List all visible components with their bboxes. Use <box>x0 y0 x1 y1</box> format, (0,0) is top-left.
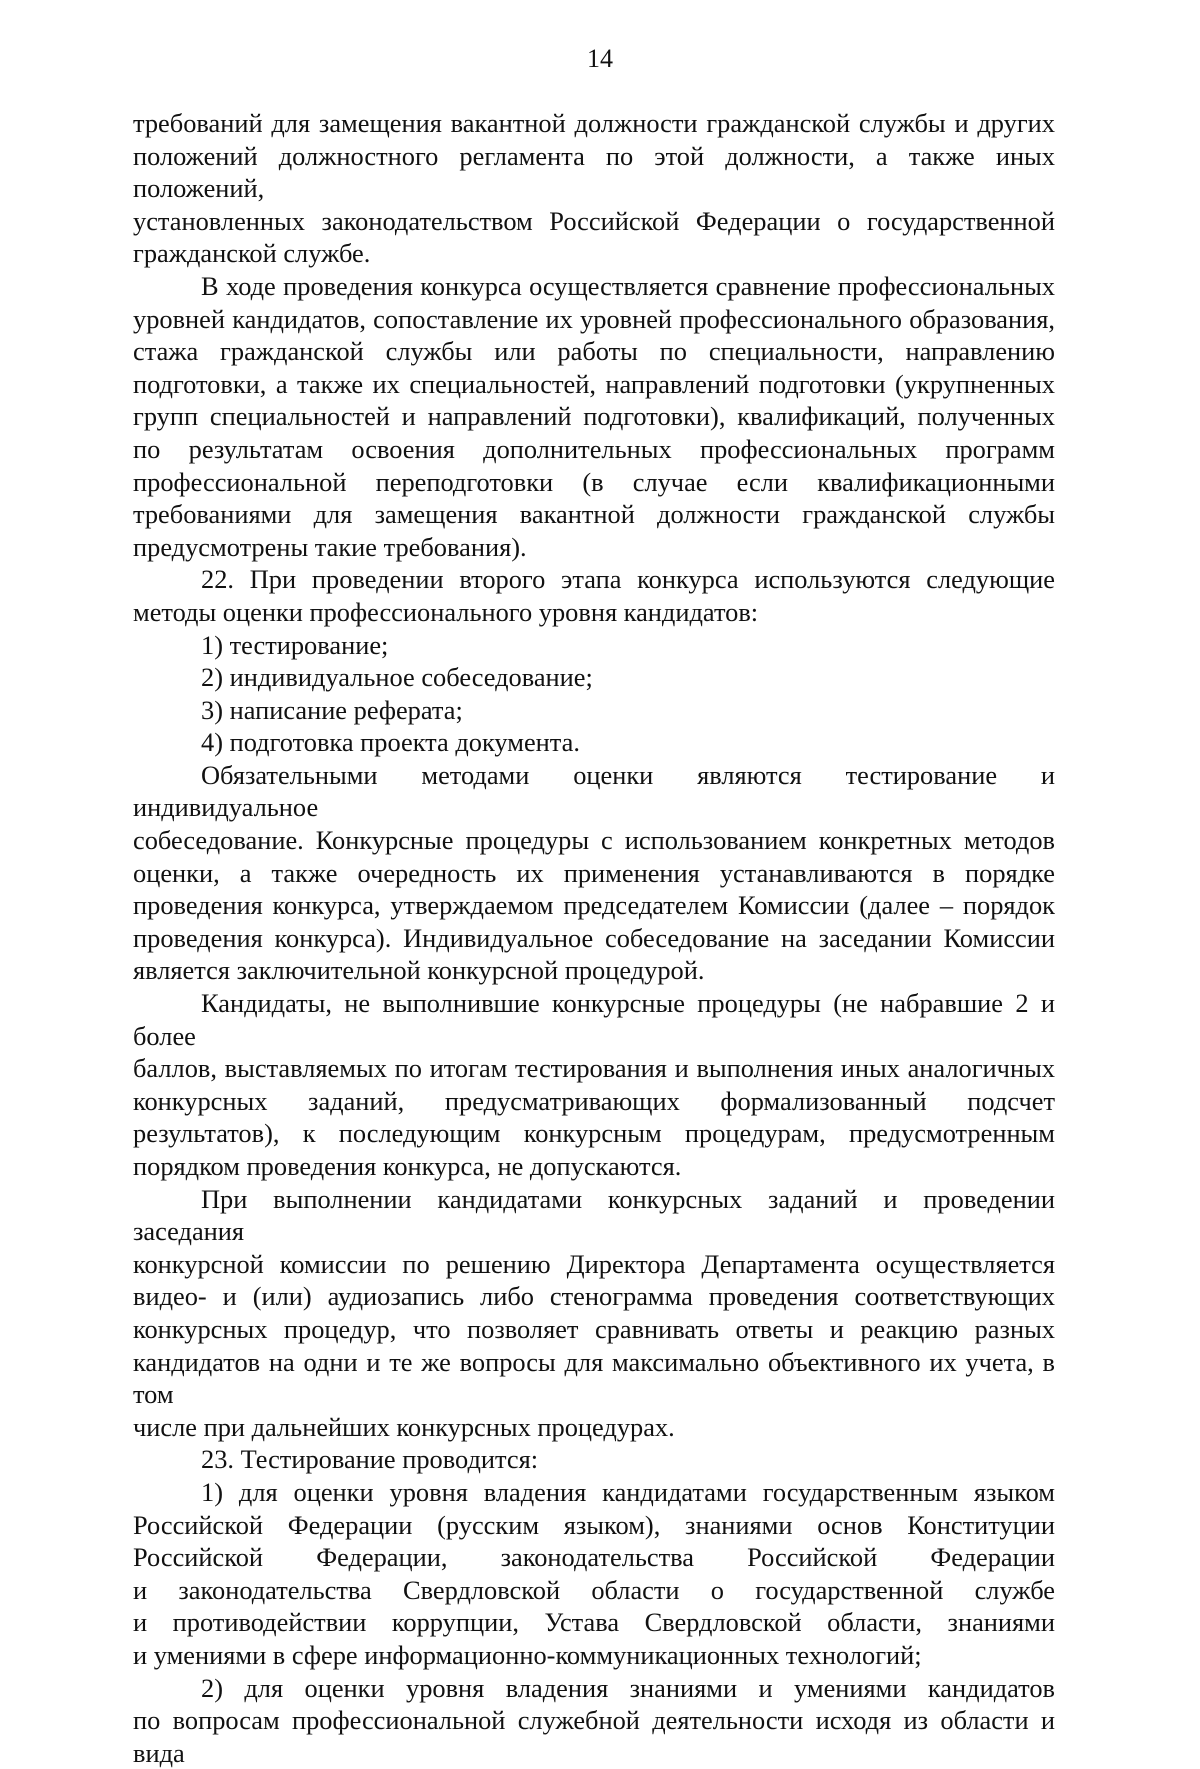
text-line: и умениями в сфере информационно-коммуникационных технологий; <box>133 1639 1055 1672</box>
text-line: и противодействии коррупции, Устава Свердловской области, знаниями <box>133 1606 1055 1639</box>
text-line: конкурсной комиссии по решению Директора Департамента осуществляется <box>133 1248 1055 1281</box>
text-line: положений должностного регламента по этой должности, а также иных положений, <box>133 140 1055 205</box>
paragraph-23 <box>133 1443 1055 1476</box>
text-line: результатов), к последующим конкурсным процедурам, предусмотренным <box>133 1117 1055 1150</box>
text-line: подготовки, а также их специальностей, направлений подготовки (укрупненных <box>133 368 1055 401</box>
document-body <box>133 107 1055 1769</box>
text-line: При выполнении кандидатами конкурсных заданий и проведении заседания <box>133 1183 1055 1248</box>
text-line: стажа гражданской службы или работы по специальности, направлению <box>133 335 1055 368</box>
text-line: 23. Тестирование проводится: <box>133 1443 1055 1476</box>
testing-item-1 <box>133 1476 1055 1672</box>
text-line: Обязательными методами оценки являются тестирование и индивидуальное <box>133 759 1055 824</box>
text-line: кандидатов на одни и те же вопросы для максимально объективного их учета, в том <box>133 1346 1055 1411</box>
text-line: 22. При проведении второго этапа конкурса используются следующие <box>133 563 1055 596</box>
text-line: по вопросам профессиональной служебной деятельности исходя из области и вида <box>133 1704 1055 1769</box>
text-line: групп специальностей и направлений подготовки), квалификаций, полученных <box>133 400 1055 433</box>
list-item: 1) тестирование; <box>133 629 1055 662</box>
text-line: уровней кандидатов, сопоставление их уровней профессионального образования, <box>133 303 1055 336</box>
paragraph-recording <box>133 1183 1055 1444</box>
text-line: 1) для оценки уровня владения кандидатами государственным языком <box>133 1476 1055 1509</box>
list-item: 2) индивидуальное собеседование; <box>133 661 1055 694</box>
text-line: по результатам освоения дополнительных профессиональных программ <box>133 433 1055 466</box>
text-line: конкурсных процедур, что позволяет сравнивать ответы и реакцию разных <box>133 1313 1055 1346</box>
page-number: 14 <box>0 44 1200 74</box>
text-line: требований для замещения вакантной должности гражданской службы и других <box>133 107 1055 140</box>
text-line: оценки, а также очередность их применения устанавливаются в порядке <box>133 857 1055 890</box>
text-line: гражданской службе. <box>133 237 1055 270</box>
text-line: Российской Федерации (русским языком), знаниями основ Конституции <box>133 1509 1055 1542</box>
text-line: числе при дальнейших конкурсных процедурах. <box>133 1411 1055 1444</box>
text-line: баллов, выставляемых по итогам тестирования и выполнения иных аналогичных <box>133 1052 1055 1085</box>
paragraph-22 <box>133 563 1055 628</box>
text-line: порядком проведения конкурса, не допускаются. <box>133 1150 1055 1183</box>
list-item: 4) подготовка проекта документа. <box>133 726 1055 759</box>
text-line: собеседование. Конкурсные процедуры с использованием конкретных методов <box>133 824 1055 857</box>
text-line: проведения конкурса). Индивидуальное собеседование на заседании Комиссии <box>133 922 1055 955</box>
text-line: методы оценки профессионального уровня кандидатов: <box>133 596 1055 629</box>
text-line: Российской Федерации, законодательства Российской Федерации <box>133 1541 1055 1574</box>
text-line: требованиями для замещения вакантной должности гражданской службы <box>133 498 1055 531</box>
text-line: 2) для оценки уровня владения знаниями и умениями кандидатов <box>133 1672 1055 1705</box>
paragraph-mandatory-methods <box>133 759 1055 987</box>
text-line: является заключительной конкурсной процедурой. <box>133 954 1055 987</box>
list-item: 3) написание реферата; <box>133 694 1055 727</box>
text-line: конкурсных заданий, предусматривающих формализованный подсчет <box>133 1085 1055 1118</box>
text-line: предусмотрены такие требования). <box>133 531 1055 564</box>
text-line: профессиональной переподготовки (в случае если квалификационными <box>133 466 1055 499</box>
text-line: Кандидаты, не выполнившие конкурсные процедуры (не набравшие 2 и более <box>133 987 1055 1052</box>
paragraph-comparison <box>133 270 1055 563</box>
text-line: установленных законодательством Российской Федерации о государственной <box>133 205 1055 238</box>
text-line: проведения конкурса, утверждаемом председателем Комиссии (далее – порядок <box>133 889 1055 922</box>
paragraph-continuation <box>133 107 1055 270</box>
text-line: видео- и (или) аудиозапись либо стенограмма проведения соответствующих <box>133 1280 1055 1313</box>
text-line: и законодательства Свердловской области о государственной службе <box>133 1574 1055 1607</box>
methods-list <box>133 629 1055 759</box>
testing-item-2 <box>133 1672 1055 1769</box>
text-line: В ходе проведения конкурса осуществляется сравнение профессиональных <box>133 270 1055 303</box>
paragraph-candidates <box>133 987 1055 1183</box>
